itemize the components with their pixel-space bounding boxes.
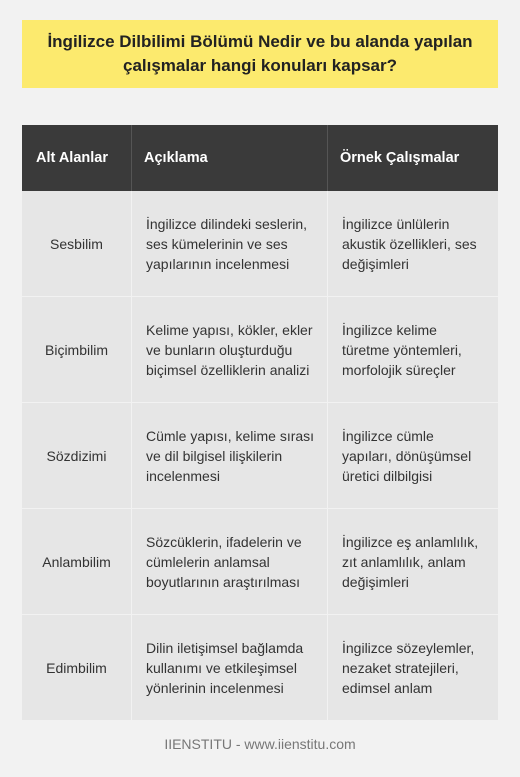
cell-examples: İngilizce kelime türetme yöntemleri, morfolojik süreçler [342,321,462,378]
table-row [22,509,498,615]
page-title: İngilizce Dilbilimi Bölümü Nedir ve bu alanda yapılan çalışmalar hangi konuları kapsar? [47,32,473,75]
cell-description: İngilizce dilindeki seslerin, ses kümelerinin ve ses yapılarının incelenmesi [132,191,328,296]
cell-description: Kelime yapısı, kökler, ekler ve bunların oluşturduğu biçimsel özelliklerin analizi [132,297,328,402]
cell-area: Anlambilim [22,509,132,614]
table-row [22,191,498,297]
cell-area: Sözdizimi [22,403,132,508]
title-banner [22,20,498,88]
topics-table [22,125,498,721]
cell-description: Sözcüklerin, ifadelerin ve cümlelerin anlamsal boyutlarının araştırılması [132,509,328,614]
table-row [22,615,498,721]
header-aciklama: Açıklama [132,125,328,191]
cell-area: Biçimbilim [22,297,132,402]
cell-examples: İngilizce cümle yapıları, dönüşümsel üretici dilbilgisi [342,427,472,484]
cell-examples: İngilizce ünlülerin akustik özellikleri, ses değişimleri [342,215,477,272]
cell-area: Edimbilim [22,615,132,720]
table-row [22,297,498,403]
table-row [22,403,498,509]
header-alt-alanlar: Alt Alanlar [22,125,132,191]
cell-examples: İngilizce eş anlamlılık, zıt anlamlılık, anlam değişimleri [342,533,479,590]
cell-area: Sesbilim [22,191,132,296]
table-header-row [22,125,498,191]
cell-description: Cümle yapısı, kelime sırası ve dil bilgisel ilişkilerin incelenmesi [132,403,328,508]
cell-examples: İngilizce sözeylemler, nezaket stratejileri, edimsel anlam [342,639,475,696]
header-ornek-calismalar: Örnek Çalışmalar [340,150,460,166]
footer-credit: IIENSTITU - www.iienstitu.com [164,736,356,752]
cell-description: Dilin iletişimsel bağlamda kullanımı ve etkileşimsel yönlerinin incelenmesi [132,615,328,720]
